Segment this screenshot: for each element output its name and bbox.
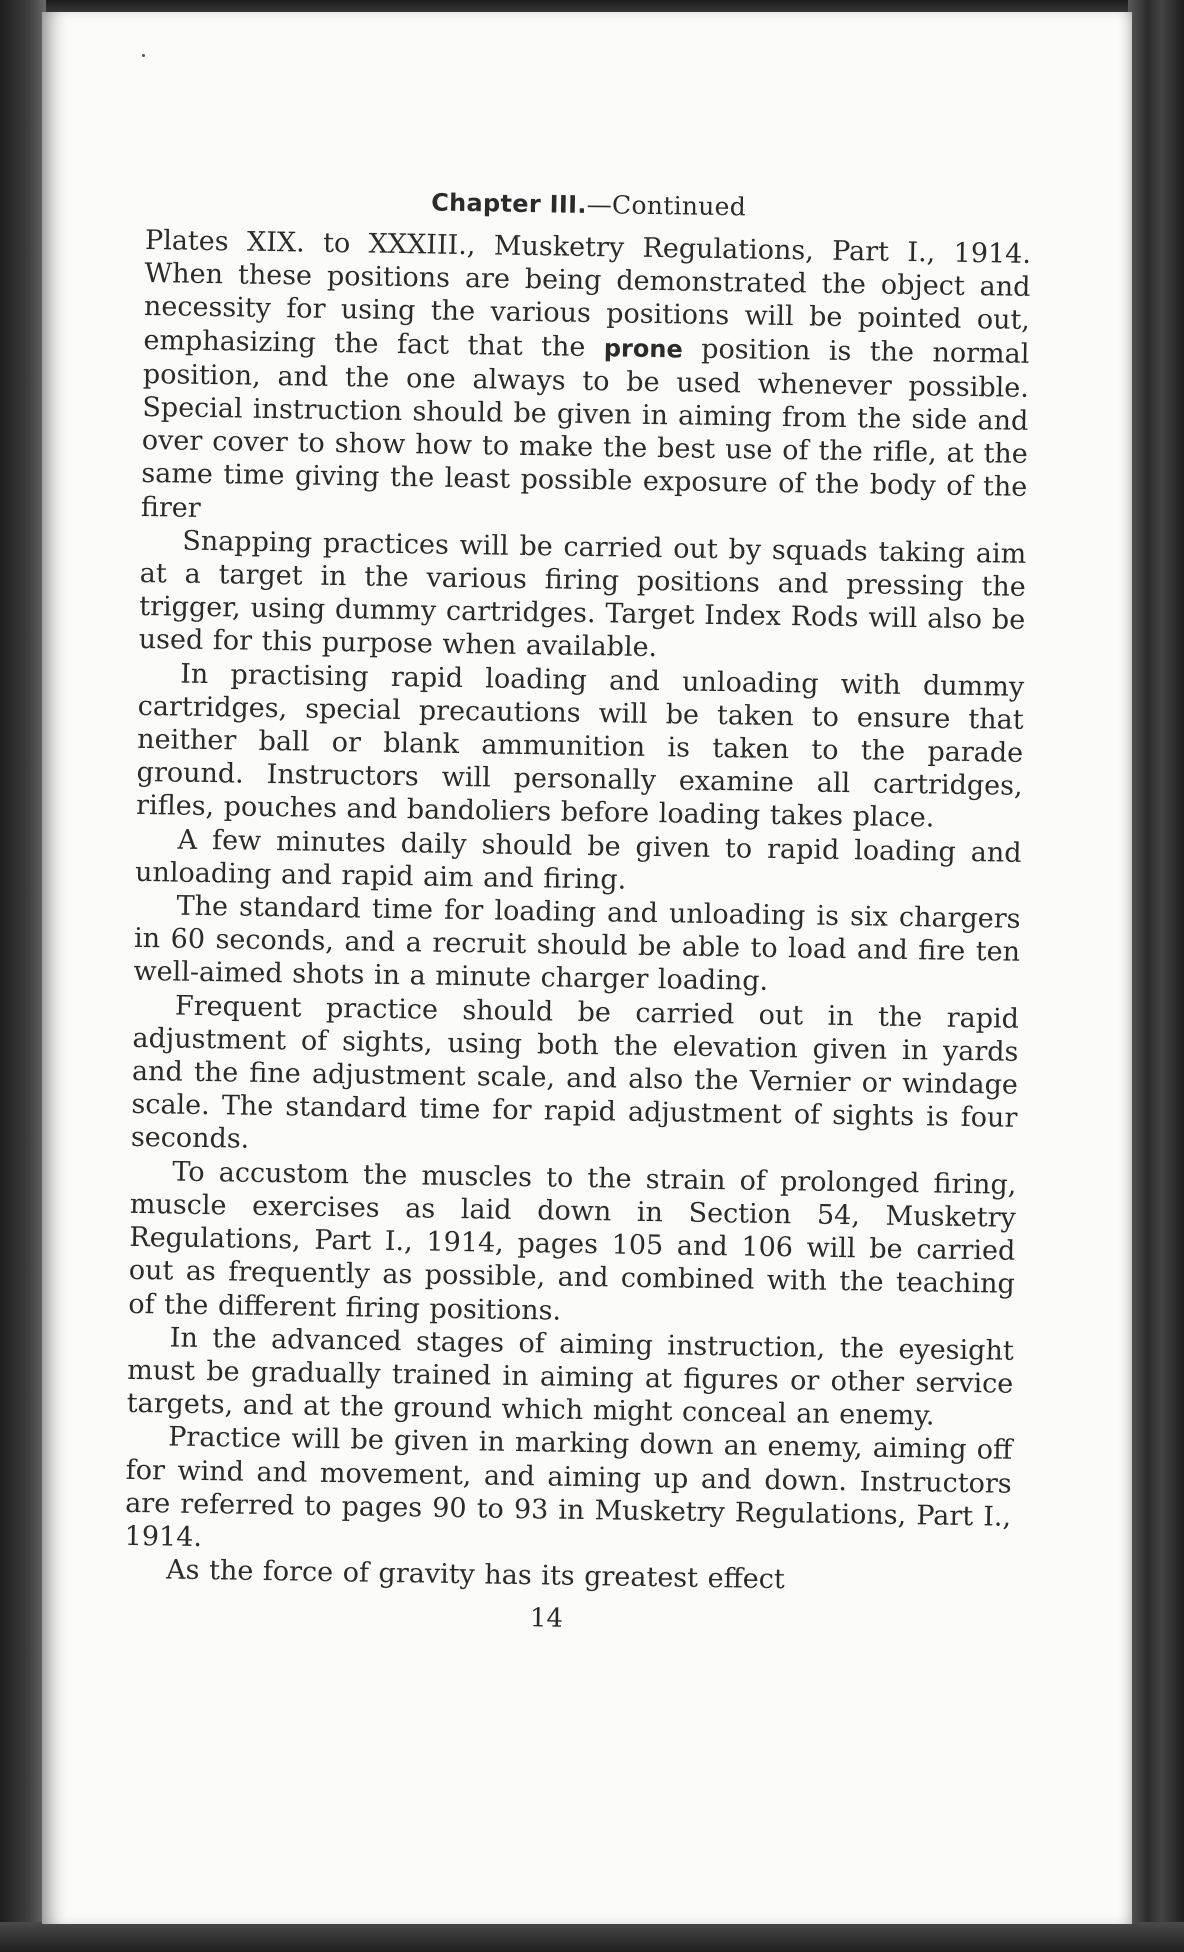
paragraph-1-end: position is the normal position, and the one always to be used whenever possible. Special instruction should be given in aiming from the side and over cover to show how to make the best use of the rifle, at the same time giving the least possible exposure of the body of the firer xyxy=(140,333,1030,524)
paragraph-10: As the force of gravity has its greatest effect xyxy=(165,1554,785,1596)
paper-speck xyxy=(142,54,145,57)
paragraph-4: A few minutes daily should be given to rapid loading and unloading and rapid aim and firing. xyxy=(134,824,1022,896)
paragraph-1 xyxy=(141,224,1032,538)
paragraph-6: Frequent practice should be carried out in the rapid adjustment of sights, using both the elevation given in yards and the fine adjustment scale, and also the Vernier or windage scale. The standard time for rapid adjustment of sights is four seconds. xyxy=(130,990,1020,1156)
paragraph-8: In the advanced stages of aiming instruction, the eyesight must be gradually trained in aiming at figures or other service targets, and at the ground which might conceal an enemy. xyxy=(126,1322,1014,1432)
paragraph-1-emphasis: prone xyxy=(603,333,683,364)
paragraph-7: To accustom the muscles to the strain of prolonged firing, muscle exercises as laid down in Section 54, Musketry Regulations, Part I., 1914, pages 105 and 106 will be carried out as frequently as possible, and combined with the teaching of the different firing positions. xyxy=(128,1156,1017,1327)
page-text-block xyxy=(123,180,1032,1646)
paragraph-3: In practising rapid loading and unloading with dummy cartridges, special precautions will be taken to ensure that neither ball or blank ammunition is taken to the parade ground. Instructors will personally examine all cartridges, rifles, pouches and bandoliers before loading takes place. xyxy=(135,658,1025,834)
scan-border-right xyxy=(1128,0,1184,1952)
scan-border-left xyxy=(0,0,46,1952)
paragraph-5: The standard time for loading and unloading is six chargers in 60 seconds, and a recruit should be able to load and fire ten well-aimed shots in a minute charger loading. xyxy=(133,890,1021,998)
page-number: 14 xyxy=(529,1603,564,1635)
chapter-continued: —Continued xyxy=(586,189,747,222)
paragraph-2: Snapping practices will be carried out by squads taking aim at a target in the various firing positions and pressing the trigger, using dummy cartridges. Target Index Rods will also be used for this purpose when available. xyxy=(138,525,1027,664)
scan-border-bottom xyxy=(0,1922,1184,1952)
paragraph-9: Practice will be given in marking down an enemy, aiming off for wind and movement, and aiming up and down. Instructors are referred to pages 90 to 93 in Musketry Regulations, Part I., 1914. xyxy=(124,1421,1013,1553)
chapter-label: Chapter III. xyxy=(431,188,587,219)
paragraph-1-start: Plates XIX. to XXXIII., Musketry Regulations, Part I., 1914. When these positions are being demonstrated the object and necessity for using the various positions will be pointed out, emphasizing the fact that the xyxy=(143,224,1032,363)
